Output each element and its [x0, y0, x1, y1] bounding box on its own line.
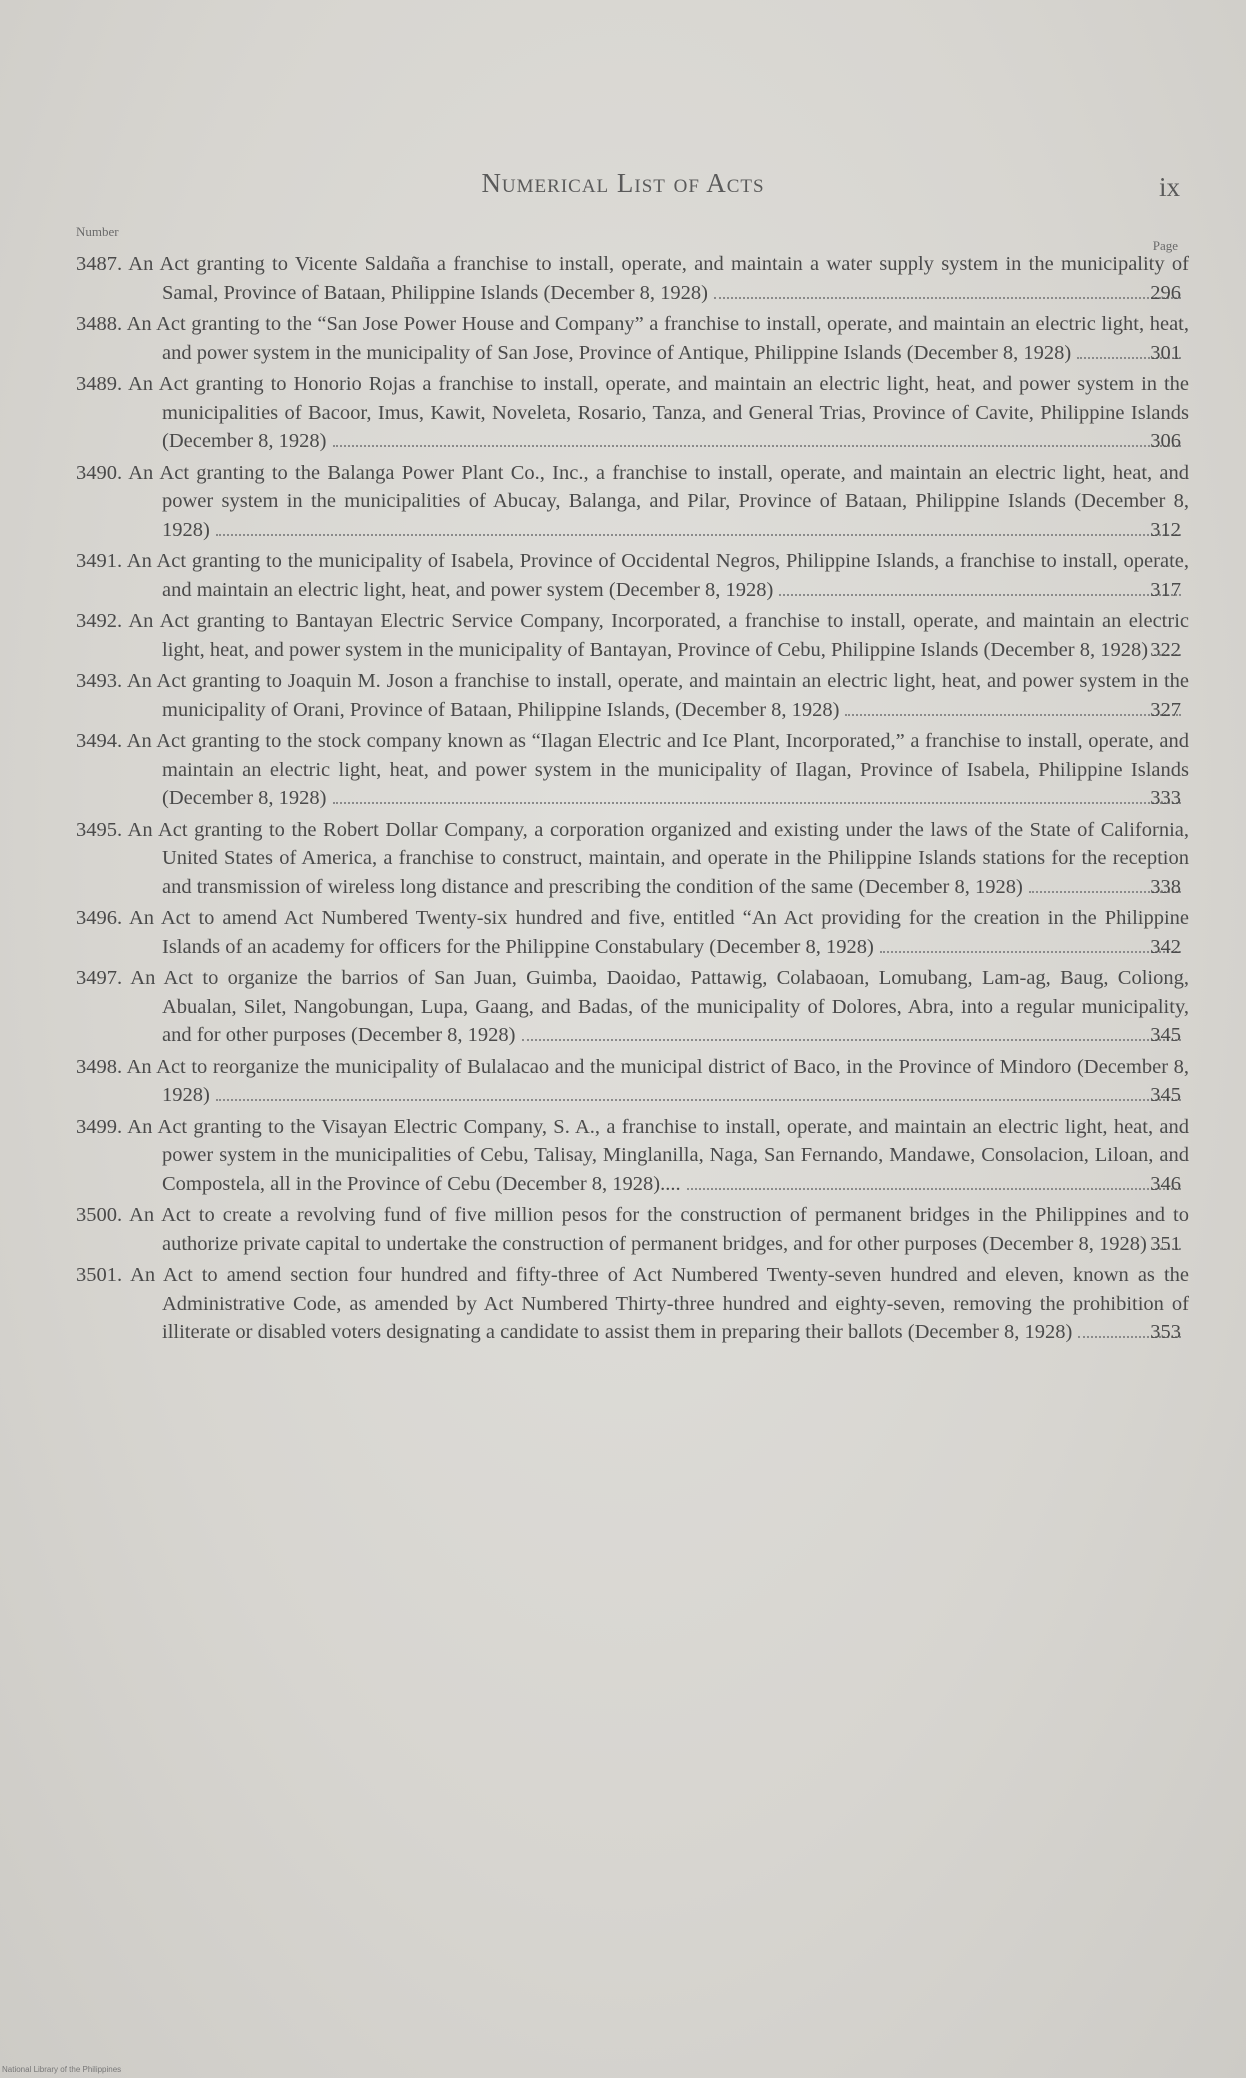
act-entry [76, 816, 1189, 902]
page-column-label: Page [1152, 238, 1178, 253]
act-title: An Act to amend section four hundred and fifty-three of Act Numbered Twenty-seven hundred and eleven, known as the Administrative Code, as amended by Act Numbered Thirty-three hundred and eighty-seven, removing the prohibition of illiterate or disabled voters designating a candidate to assist them in preparing their ballots (December 8, 1928) [130, 1264, 1190, 1343]
act-entry [76, 370, 1189, 456]
dot-leader [687, 1188, 1181, 1190]
act-number: 3488. [76, 313, 123, 335]
dot-leader [333, 802, 1181, 804]
act-page-number: 351 [1150, 1232, 1181, 1255]
act-title: An Act granting to Honorio Rojas a franchise to install, operate, and maintain an electric light, heat, and power system in the municipalities of Bacoor, Imus, Kawit, Noveleta, Rosario, Tanza, and General Trias, Province of Cavite, Philippine Islands (December 8, 1928) [127, 373, 1189, 452]
act-entry [76, 1113, 1189, 1199]
act-entry [76, 1053, 1189, 1110]
act-page-number: 342 [1150, 935, 1181, 958]
act-entry [76, 1261, 1190, 1347]
act-number: 3491. [76, 550, 123, 572]
act-page-number: 338 [1150, 875, 1181, 898]
dot-leader [216, 1099, 1181, 1101]
act-entry-body [76, 816, 1189, 902]
act-entry-body [76, 1201, 1189, 1258]
dot-leader [333, 445, 1181, 447]
act-entry-body [76, 1261, 1189, 1347]
act-number: 3499. [76, 1115, 123, 1138]
act-title: An Act granting to the “San Jose Power House and Company” a franchise to install, operate, and maintain an electric light, heat, and power system in the municipality of San Jose, Province of Antique, Philippine Islands (December 8, 1928) [126, 313, 1189, 364]
act-page-number: 346 [1150, 1172, 1181, 1195]
act-entry [76, 310, 1189, 367]
act-number: 3495. [76, 818, 123, 841]
page-title: Numerical List of Acts [481, 168, 765, 198]
act-entry-body [76, 250, 1189, 307]
act-entry-body [76, 370, 1189, 456]
act-entry-body [76, 904, 1189, 961]
dot-leader [522, 1039, 1181, 1041]
act-page-number: 327 [1150, 698, 1181, 721]
act-entry [76, 727, 1189, 813]
dot-leader [216, 534, 1181, 536]
act-number: 3498. [76, 1055, 123, 1078]
act-entry [76, 607, 1190, 664]
act-title: An Act to reorganize the municipality of Bulalacao and the municipal district of Baco, in the Province of Mindoro (December 8, 1928) [126, 1055, 1189, 1106]
act-entry-body [76, 964, 1189, 1050]
act-entry-body [76, 607, 1189, 664]
act-entry [76, 250, 1189, 307]
act-page-number: 312 [1150, 518, 1181, 541]
act-number: 3493. [76, 670, 123, 692]
act-number: 3492. [76, 610, 123, 632]
act-number: 3496. [76, 907, 123, 929]
act-title: An Act to amend Act Numbered Twenty-six hundred and five, entitled “An Act providing for the creation in the Philippine Islands of an academy for officers for the Philippine Constabulary (December 8, 1928) [128, 907, 1190, 958]
footer-credit: National Library of the Philippines [2, 2065, 122, 2074]
act-entry-body [76, 310, 1189, 367]
act-page-number: 333 [1150, 787, 1181, 809]
act-number: 3500. [76, 1204, 123, 1226]
act-entry-body [76, 667, 1189, 724]
act-title: An Act to create a revolving fund of five million pesos for the construction of permanent bridges in the Philippines and to authorize private capital to undertake the construction of permanent bridges, and for other purposes (December 8, 1928) [129, 1204, 1189, 1255]
act-page-number: 322 [1150, 638, 1181, 661]
act-page-number: 306 [1150, 430, 1181, 452]
act-title: An Act to organize the barrios of San Juan, Guimba, Daoidao, Pattawig, Colabaoan, Lomubang, Lam-ag, Baug, Coliong, Abualan, Silet, Nangobungan, Lupa, Gaang, and Badas, of the municipality of Dolores, Abra, into a regular municipality, and for other purposes (December 8, 1928) [130, 967, 1189, 1046]
act-page-number: 301 [1150, 341, 1181, 364]
number-column-label: Number [76, 224, 119, 239]
act-number: 3490. [76, 461, 123, 484]
act-number: 3494. [76, 730, 123, 752]
act-page-number: 353 [1150, 1321, 1181, 1343]
act-entry [76, 459, 1189, 545]
act-entry-body [76, 547, 1189, 604]
act-entry [76, 964, 1189, 1050]
act-entry [76, 1201, 1189, 1258]
act-title: An Act granting to the stock company known as “Ilagan Electric and Ice Plant, Incorporated,” a franchise to install, operate, and maintain an electric light, heat, and power system in the municipality of Ilagan, Province of Isabela, Philippine Islands (December 8, 1928) [126, 730, 1189, 809]
act-number: 3497. [76, 967, 123, 989]
act-title: An Act granting to Bantayan Electric Service Company, Incorporated, a franchise to install, operate, and maintain an electric light, heat, and power system in the municipality of Bantayan, Province of Cebu, Philippine Islands (December 8, 1928) [128, 610, 1190, 661]
act-entry-body [76, 1053, 1189, 1110]
act-number: 3487. [76, 253, 123, 275]
act-entry [76, 667, 1189, 724]
act-page-number: 345 [1150, 1084, 1181, 1106]
act-title: An Act granting to the Visayan Electric Company, S. A., a franchise to install, operate, and maintain an electric light, heat, and power system in the municipalities of Cebu, Talisay, Minglanilla, Naga, San Fernando, Mandawe, Consolacion, Liloan, and Compostela, all in the Province of Cebu (December 8, 1928).... [127, 1115, 1189, 1195]
act-page-number: 296 [1150, 281, 1181, 304]
act-title: An Act granting to the Balanga Power Plant Co., Inc., a franchise to install, operate, and maintain an electric light, heat, and power system in the municipalities of Abucay, Balanga, and Pilar, Province of Bataan, Philippine Islands (December 8, 1928) [128, 461, 1189, 541]
page-header [0, 168, 1246, 208]
act-number: 3489. [76, 373, 123, 395]
acts-list [76, 250, 1190, 1350]
act-title: An Act granting to Joaquin M. Joson a franchise to install, operate, and maintain an electric light, heat, and power system in the municipality of Orani, Province of Bataan, Philippine Islands, (December 8, 1928) [126, 670, 1189, 721]
act-entry [76, 904, 1190, 961]
act-entry [76, 547, 1189, 604]
act-page-number: 317 [1150, 578, 1181, 601]
act-title: An Act granting to Vicente Saldaña a franchise to install, operate, and maintain a water supply system in the municipality of Samal, Province of Bataan, Philippine Islands (December 8, 1928) [128, 253, 1189, 304]
act-entry-body [76, 459, 1189, 545]
act-entry-body [76, 727, 1189, 813]
act-entry-body [76, 1113, 1189, 1199]
dot-leader [714, 297, 1181, 299]
act-page-number: 345 [1150, 1024, 1181, 1046]
act-title: An Act granting to the municipality of Isabela, Province of Occidental Negros, Philippine Islands, a franchise to install, operate, and maintain an electric light, heat, and power system (December 8, 1928) [126, 550, 1189, 601]
page-number: ix [1158, 172, 1180, 202]
act-number: 3501. [76, 1264, 123, 1286]
act-title: An Act granting to the Robert Dollar Company, a corporation organized and existing under the laws of the State of California, United States of America, a franchise to construct, maintain, and operate in the Philippine Islands stations for the reception and transmission of wireless long distance and prescribing the condition of the same (December 8, 1928) [127, 818, 1189, 898]
